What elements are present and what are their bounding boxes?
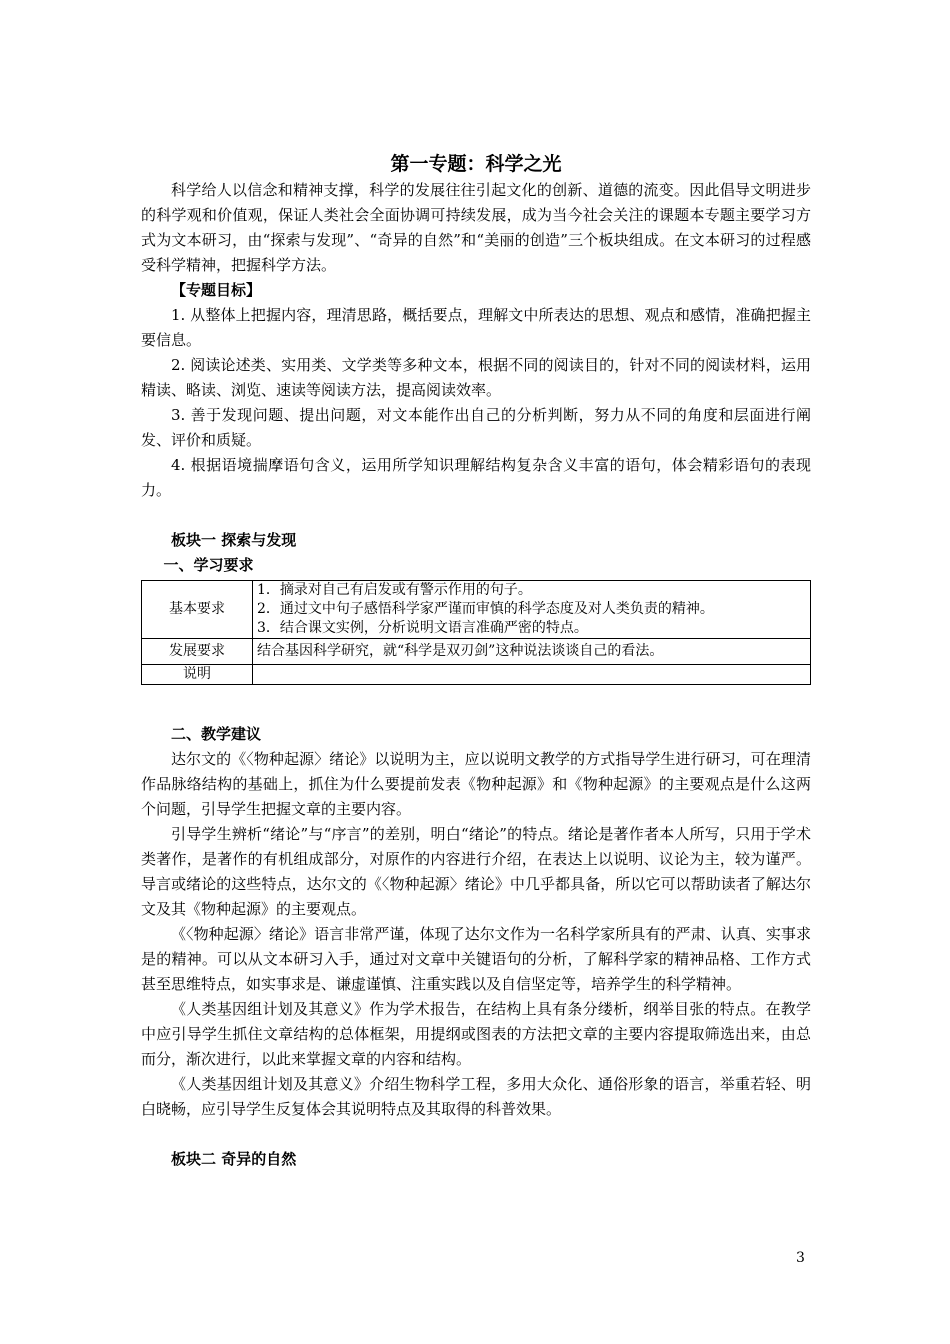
block1-heading: 板块一 探索与发现	[171, 531, 297, 549]
goal-item: 2. 阅读论述类、实用类、文学类等多种文本，根据不同的阅读目的，针对不同的阅读材料，运用精读、略读、浏览、速读等阅读方法，提高阅读效率。	[141, 356, 811, 399]
goals-heading: 【专题目标】	[171, 281, 262, 299]
section-learning-requirements-heading: 一、学习要求	[163, 556, 254, 574]
requirement-item: 结合基因科学研究，就“科学是双刃剑”这种说法谈谈自己的看法。	[257, 643, 664, 659]
page-title: 第一专题：科学之光	[390, 153, 562, 175]
goal-item: 1. 从整体上把握内容，理清思路，概括要点，理解文中所表达的思想、观点和感情，准确把握主要信息。	[141, 306, 811, 349]
row-content-basic	[253, 581, 811, 639]
page-number: 3	[796, 1250, 805, 1266]
row-label-notes: 说明	[142, 665, 253, 685]
section-teaching-suggestions-heading: 二、教学建议	[171, 725, 262, 743]
row-content-notes	[253, 665, 811, 685]
row-content-development	[253, 639, 811, 665]
row-label-development: 发展要求	[142, 639, 253, 665]
requirement-item: 2．通过文中句子感悟科学家严谨而审慎的科学态度及对人类负责的精神。	[257, 601, 714, 617]
suggestion-paragraph: 达尔文的《〈物种起源〉绪论》以说明为主，应以说明文教学的方式指导学生进行研习，可在理清作品脉络结构的基础上，抓住为什么要提前发表《物种起源》和《物种起源》的主要观点是什么这两个问题，引导学生把握文章的主要内容。	[141, 750, 811, 818]
requirement-item: 3．结合课文实例，分析说明文语言准确严密的特点。	[257, 620, 588, 636]
block2-heading: 板块二 奇异的自然	[171, 1150, 297, 1168]
intro-paragraph: 科学给人以信念和精神支撑，科学的发展往往引起文化的创新、道德的流变。因此倡导文明进步的科学观和价值观，保证人类社会全面协调可持续发展，成为当今社会关注的课题本专题主要学习方式为文本研习，由“探索与发现”、“奇异的自然”和“美丽的创造”三个板块组成。在文本研习的过程感受科学精神，把握科学方法。	[141, 181, 811, 274]
suggestion-paragraph: 《〈物种起源〉绪论》语言非常严谨，体现了达尔文作为一名科学家所具有的严肃、认真、实事求是的精神。可以从文本研习入手，通过对文章中关键语句的分析，了解科学家的精神品格、工作方式甚至思维特点，如实事求是、谦虚谨慎、注重实践以及自信坚定等，培养学生的科学精神。	[141, 925, 811, 993]
table-row	[142, 665, 811, 685]
table-row	[142, 581, 811, 639]
goal-item: 4. 根据语境揣摩语句含义，运用所学知识理解结构复杂含义丰富的语句，体会精彩语句的表现力。	[141, 456, 811, 499]
goal-item: 3. 善于发现问题、提出问题，对文本能作出自己的分析判断，努力从不同的角度和层面进行阐发、评价和质疑。	[141, 406, 811, 449]
row-label-basic: 基本要求	[142, 581, 253, 639]
suggestion-paragraph: 《人类基因组计划及其意义》介绍生物科学工程，多用大众化、通俗形象的语言，举重若轻、明白晓畅，应引导学生反复体会其说明特点及其取得的科普效果。	[141, 1075, 811, 1118]
suggestion-paragraph: 引导学生辨析“绪论”与“序言”的差别，明白“绪论”的特点。绪论是著作者本人所写，只用于学术类著作，是著作的有机组成部分，对原作的内容进行介绍，在表达上以说明、议论为主，较为谨严。导言或绪论的这些特点，达尔文的《〈物种起源〉绪论》中几乎都具备，所以它可以帮助读者了解达尔文及其《物种起源》的主要观点。	[141, 825, 811, 918]
page-content	[141, 150, 811, 1172]
table-row	[142, 639, 811, 665]
suggestion-paragraph: 《人类基因组计划及其意义》作为学术报告，在结构上具有条分缕析，纲举目张的特点。在教学中应引导学生抓住文章结构的总体框架，用提纲或图表的方法把文章的主要内容提取筛选出来，由总而分，渐次进行，以此来掌握文章的内容和结构。	[141, 1000, 811, 1068]
requirements-table	[141, 580, 811, 685]
requirement-item: 1．摘录对自己有启发或有警示作用的句子。	[257, 582, 532, 598]
